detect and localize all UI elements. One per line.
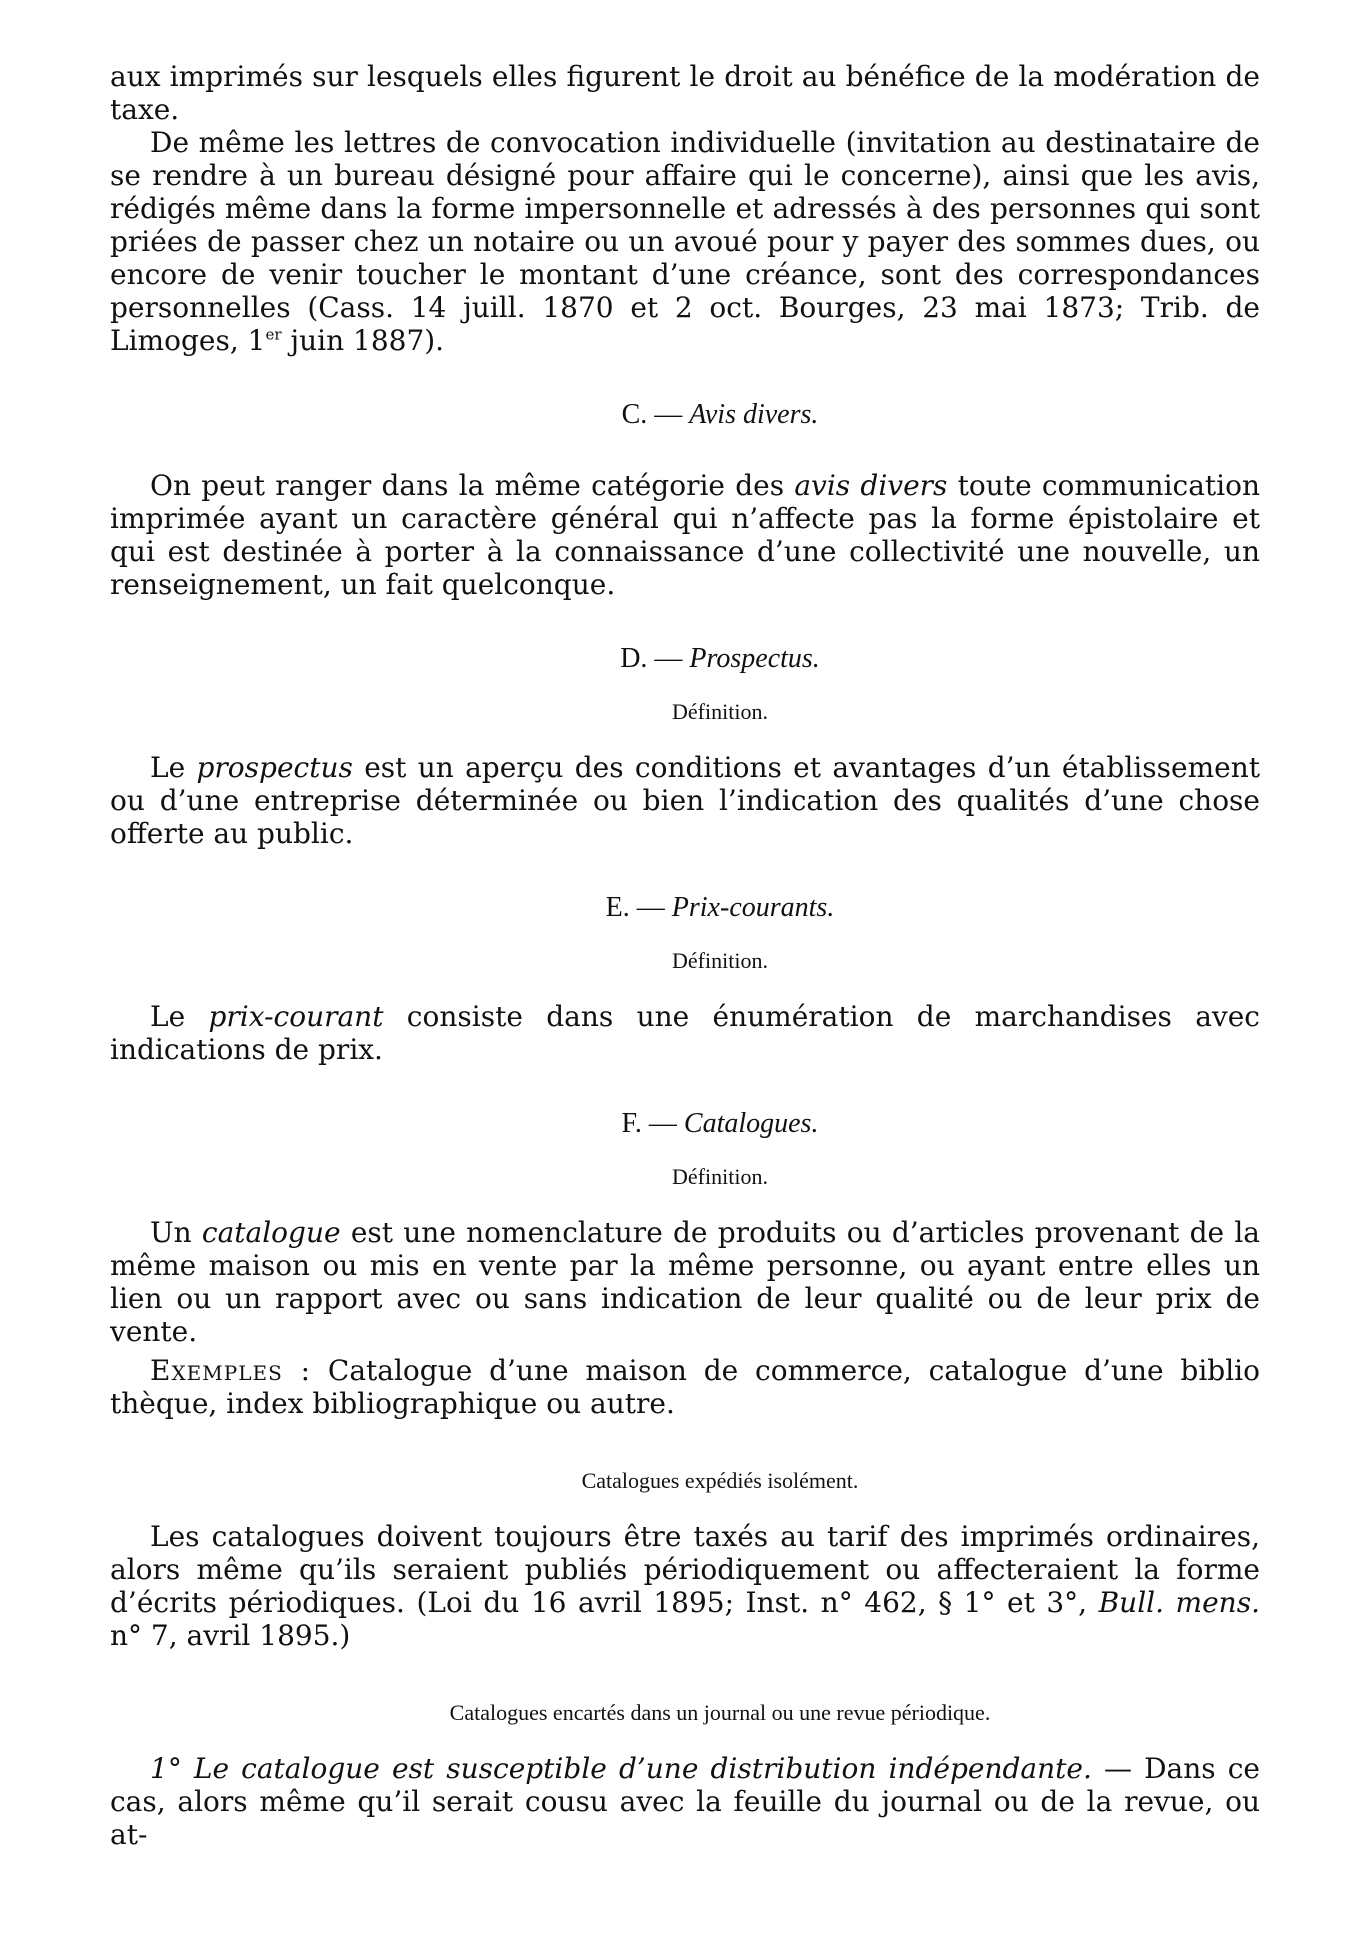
subheading-isoles: Catalogues expédiés isolément. bbox=[581, 1468, 859, 1493]
paragraph-taxes bbox=[110, 1520, 1260, 1652]
paragraph-convocation-text: De même les lettres de convocation individuelle (invitation au destinataire de se rendre à un bureau désigné pour affaire qui le concerne), ainsi que les avis, rédigés même dans la forme impersonnelle et adressés à des personnes qui sont priées de passer chez un notaire ou un avoué pour y payer des sommes dues, ou encore de venir toucher le montant d’une créance, sont des correspondances personnelles (Cass. 14 juill. 1870 et 2 oct. Bourges, 23 mai 1873; Trib. de Limoges, 1 bbox=[110, 126, 1260, 357]
paragraph-catalogue-emphasis: catalogue bbox=[201, 1216, 341, 1249]
paragraph-distribution-emphasis: 1° Le catalogue est susceptible d’une distribution indépendante. bbox=[150, 1752, 1092, 1785]
definition-label-f: Définition. bbox=[672, 1164, 768, 1189]
paragraph-prix-courant bbox=[110, 1000, 1260, 1066]
paragraph-prix-text-b: consiste dans une énumération de marchandises avec indications de prix. bbox=[110, 1000, 1260, 1066]
section-c-title: Avis divers. bbox=[689, 399, 819, 430]
paragraph-prospectus-text-b: est un aperçu des conditions et avantages d’un établissement ou d’une entreprise déterminée ou bien l’indication des qualités d’une chose offerte au public. bbox=[110, 751, 1260, 850]
definition-label-e: Définition. bbox=[672, 948, 768, 973]
paragraph-taxes-text-a: Les catalogues doivent toujours être taxés au tarif des imprimés ordinaires, alors même qu’ils seraient publiés périodiquement ou affecteraient la forme d’écrits périodiques. (Loi du 16 avril 1895; Inst. n° 462, § 1° et 3°, bbox=[110, 1520, 1260, 1619]
section-c-heading bbox=[110, 399, 1260, 431]
section-d-title: Prospectus. bbox=[689, 643, 820, 674]
ordinal-superscript: er bbox=[265, 325, 282, 344]
subheading-encartes: Catalogues encartés dans un journal ou une revue périodique. bbox=[449, 1700, 991, 1725]
section-f-heading bbox=[110, 1108, 1260, 1140]
paragraph-distribution-text: — Dans ce cas, alors même qu’il serait cousu avec la feuille du journal ou de la revue, ou at- bbox=[110, 1752, 1260, 1851]
section-d-letter: D. — bbox=[620, 643, 690, 674]
paragraph-prospectus-text-a: Le bbox=[150, 751, 197, 784]
paragraph-prospectus-emphasis: prospectus bbox=[196, 751, 353, 784]
paragraph-avis-divers bbox=[110, 469, 1260, 601]
paragraph-exemples-text: Catalogue d’une maison de commerce, catalogue d’une biblio thèque, index bibliographique ou autre. bbox=[110, 1354, 1260, 1420]
paragraph-catalogue-text-b: est une nomenclature de produits ou d’articles provenant de la même maison ou mis en vente par la même personne, ou ayant entre elles un lien ou un rapport avec ou sans indication de leur qualité ou de leur prix de vente. bbox=[110, 1216, 1260, 1348]
paragraph-taxes-emphasis: Bull. mens. bbox=[1098, 1586, 1260, 1619]
section-e-heading bbox=[110, 892, 1260, 924]
paragraph-catalogue bbox=[110, 1216, 1260, 1348]
paragraph-exemples bbox=[110, 1354, 1260, 1420]
paragraph-prix-emphasis: prix-courant bbox=[208, 1000, 384, 1033]
paragraph-avis-emphasis: avis divers bbox=[794, 469, 948, 502]
paragraph-convocation-end: juin 1887). bbox=[281, 324, 445, 357]
paragraph-continuation: aux imprimés sur lesquels elles figurent le droit au bénéfice de la modération de taxe. bbox=[110, 60, 1260, 126]
paragraph-distribution bbox=[110, 1752, 1260, 1851]
section-f-title: Catalogues. bbox=[683, 1108, 819, 1139]
paragraph-prospectus bbox=[110, 751, 1260, 850]
paragraph-taxes-text-b: n° 7, avril 1895.) bbox=[110, 1619, 351, 1652]
exemples-label: Exemples : bbox=[150, 1354, 312, 1387]
definition-label-d: Définition. bbox=[672, 699, 768, 724]
paragraph-convocation bbox=[110, 126, 1260, 357]
section-c-letter: C. — bbox=[621, 399, 690, 430]
paragraph-avis-text-a: On peut ranger dans la même catégorie des bbox=[150, 469, 795, 502]
section-e-letter: E. — bbox=[605, 892, 672, 923]
section-f-letter: F. — bbox=[621, 1108, 684, 1139]
section-e-title: Prix-courants. bbox=[671, 892, 835, 923]
paragraph-avis-text-b: toute communication imprimée ayant un caractère général qui n’affecte pas la forme épistolaire et qui est destinée à porter à la connaissance d’une collectivité une nouvelle, un renseignement, un fait quelconque. bbox=[110, 469, 1261, 601]
paragraph-prix-text-a: Le bbox=[150, 1000, 209, 1033]
section-d-heading bbox=[110, 643, 1260, 675]
paragraph-catalogue-text-a: Un bbox=[150, 1216, 202, 1249]
